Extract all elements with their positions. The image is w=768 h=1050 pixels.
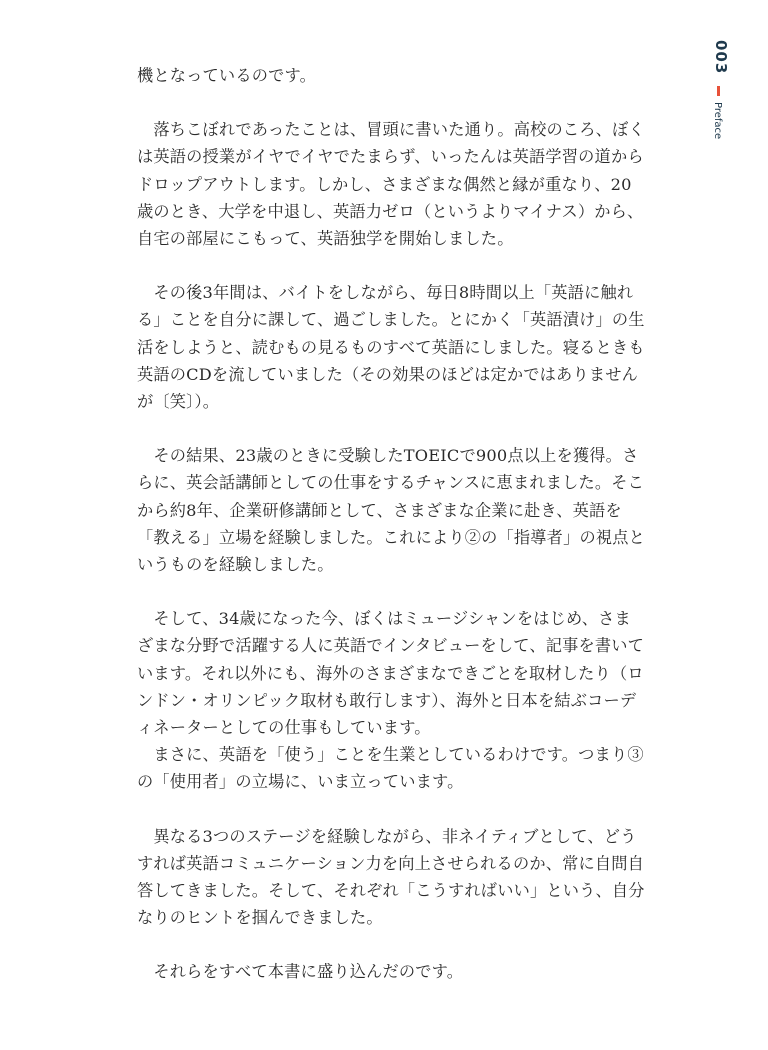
- paragraph-5: そして、34歳になった今、ぼくはミュージシャンをはじめ、さまざまな分野で活躍する人に英語でインタビューをして、記事を書いています。それ以外にも、海外のさまざまなできごとを取材したり（ロンドン・オリンピック取材も敢行します）、海外と日本を結ぶコーディネーターとしての仕事もしています。 まさに、英語を「使う」ことを生業としているわけです。つまり③の「使用者」の立場に、いま立っています。: [137, 609, 645, 792]
- paragraph-1: 機となっているのです。: [137, 66, 316, 85]
- page-number: 003: [712, 40, 730, 75]
- paragraph-6: 異なる3つのステージを経験しながら、非ネイティブとして、どうすれば英語コミュニケーション力を向上させられるのか、常に自問自答してきました。そして、それぞれ「こうすればいい」という、自分なりのヒントを掴んできました。: [137, 826, 645, 928]
- paragraph-2: 落ちこぼれであったことは、冒頭に書いた通り。高校のころ、ぼくは英語の授業がイヤでイヤでたまらず、いったんは英語学習の道からドロップアウトします。しかし、さまざまな偶然と縁が重なり、20歳のとき、大学を中退し、英語力ゼロ（というよりマイナス）から、自宅の部屋にこもって、英語独学を開始しました。: [137, 120, 645, 249]
- paragraph-3: その後3年間は、バイトをしながら、毎日8時間以上「英語に触れる」ことを自分に課して、過ごしました。とにかく「英語漬け」の生活をしようと、読むもの見るものすべて英語にしました。寝るときも英語のCDを流していました（その効果のほどは定かではありませんが〔笑〕）。: [137, 283, 645, 412]
- accent-bar: [717, 86, 720, 96]
- body-text: [137, 62, 647, 986]
- paragraph-7: それらをすべて本書に盛り込んだのです。: [137, 962, 464, 982]
- section-label: Preface: [712, 102, 723, 140]
- paragraph-4: その結果、23歳のときに受験したTOEICで900点以上を獲得。さらに、英会話講師としての仕事をするチャンスに恵まれました。そこから約8年、企業研修講師として、さまざまな企業に赴き、英語を「教える」立場を経験しました。これにより②の「指導者」の視点というものを経験しました。: [137, 446, 646, 575]
- margin-header: [712, 40, 736, 150]
